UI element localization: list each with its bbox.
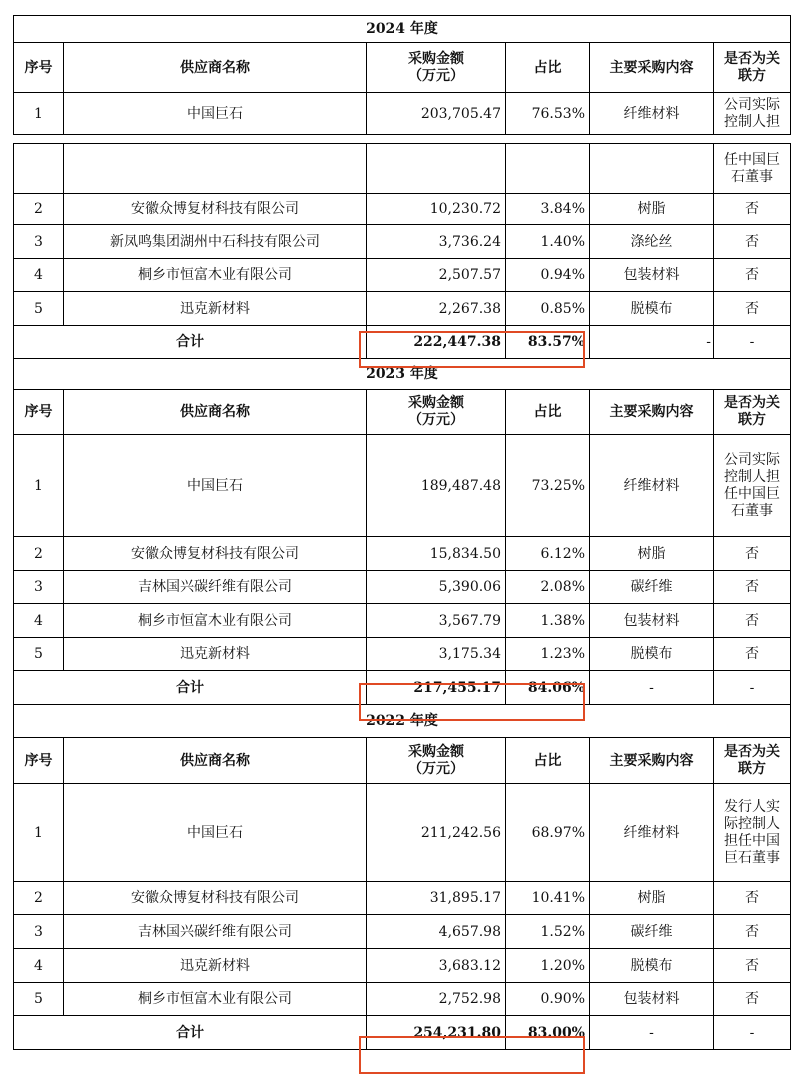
table-row <box>14 194 791 225</box>
row-amount: 211,242.56 <box>367 784 506 882</box>
row-related: 否 <box>714 638 791 671</box>
row-share: 73.25% <box>506 435 590 537</box>
row-share: 0.94% <box>506 259 590 292</box>
total-related: - <box>714 326 791 359</box>
header-amount: 采购金额 （万元） <box>367 390 506 435</box>
row-content: 包装材料 <box>590 604 714 638</box>
total-share: 83.57% <box>506 326 590 359</box>
table-row <box>14 915 791 949</box>
header-related: 是否为关 联方 <box>714 390 791 435</box>
row-related: 发行人实 际控制人 担任中国 巨石董事 <box>714 784 791 882</box>
row-related: 否 <box>714 292 791 326</box>
row-amount <box>367 144 506 194</box>
table-row <box>14 292 791 326</box>
total-amount: 254,231.80 <box>367 1016 506 1050</box>
total-content: - <box>590 1016 714 1050</box>
row-supplier: 中国巨石 <box>64 93 367 135</box>
row-content: 脱模布 <box>590 292 714 326</box>
row-supplier: 吉林国兴碳纤维有限公司 <box>64 571 367 604</box>
row-amount: 3,683.12 <box>367 949 506 983</box>
row-supplier: 新凤鸣集团湖州中石科技有限公司 <box>64 225 367 259</box>
header-supplier: 供应商名称 <box>64 43 367 93</box>
row-supplier: 吉林国兴碳纤维有限公司 <box>64 915 367 949</box>
header-index: 序号 <box>14 390 64 435</box>
total-row <box>14 671 791 705</box>
row-related: 否 <box>714 571 791 604</box>
row-content: 碳纤维 <box>590 571 714 604</box>
row-share: 6.12% <box>506 537 590 571</box>
table-row <box>14 983 791 1016</box>
row-index: 4 <box>14 949 64 983</box>
row-content: 包装材料 <box>590 983 714 1016</box>
row-amount: 31,895.17 <box>367 882 506 915</box>
year-title: 2024 年度 <box>14 16 791 43</box>
table-row <box>14 259 791 292</box>
table-row <box>14 537 791 571</box>
table-row <box>14 435 791 537</box>
row-share: 2.08% <box>506 571 590 604</box>
row-amount: 2,507.57 <box>367 259 506 292</box>
row-supplier: 桐乡市恒富木业有限公司 <box>64 983 367 1016</box>
row-related: 否 <box>714 194 791 225</box>
row-supplier: 中国巨石 <box>64 435 367 537</box>
header-supplier: 供应商名称 <box>64 390 367 435</box>
row-index: 2 <box>14 882 64 915</box>
header-index: 序号 <box>14 738 64 784</box>
row-supplier: 桐乡市恒富木业有限公司 <box>64 259 367 292</box>
row-content: 树脂 <box>590 882 714 915</box>
row-index: 5 <box>14 638 64 671</box>
row-amount: 4,657.98 <box>367 915 506 949</box>
row-index <box>14 144 64 194</box>
year-title: 2023 年度 <box>14 359 791 390</box>
supplier-table-part-1 <box>13 15 791 135</box>
row-amount: 2,267.38 <box>367 292 506 326</box>
row-amount: 189,487.48 <box>367 435 506 537</box>
header-related: 是否为关 联方 <box>714 738 791 784</box>
row-supplier: 中国巨石 <box>64 784 367 882</box>
row-amount: 3,567.79 <box>367 604 506 638</box>
row-amount: 3,175.34 <box>367 638 506 671</box>
row-supplier: 安徽众博复材科技有限公司 <box>64 537 367 571</box>
header-amount: 采购金额 （万元） <box>367 43 506 93</box>
row-index: 2 <box>14 537 64 571</box>
header-content: 主要采购内容 <box>590 43 714 93</box>
row-share: 3.84% <box>506 194 590 225</box>
total-related: - <box>714 671 791 705</box>
header-supplier: 供应商名称 <box>64 738 367 784</box>
row-related: 公司实际 控制人担 任中国巨 石董事 <box>714 435 791 537</box>
row-amount: 15,834.50 <box>367 537 506 571</box>
row-index: 3 <box>14 571 64 604</box>
row-share: 1.23% <box>506 638 590 671</box>
total-content: - <box>590 326 714 359</box>
row-content: 树脂 <box>590 194 714 225</box>
row-related: 公司实际 控制人担 <box>714 93 791 135</box>
header-content: 主要采购内容 <box>590 390 714 435</box>
total-amount: 217,455.17 <box>367 671 506 705</box>
row-index: 4 <box>14 259 64 292</box>
header-share: 占比 <box>506 43 590 93</box>
header-related: 是否为关 联方 <box>714 43 791 93</box>
total-content: - <box>590 671 714 705</box>
row-amount: 203,705.47 <box>367 93 506 135</box>
total-row <box>14 326 791 359</box>
table-row <box>14 604 791 638</box>
row-content: 纤维材料 <box>590 435 714 537</box>
row-index: 3 <box>14 915 64 949</box>
row-index: 5 <box>14 292 64 326</box>
row-supplier: 桐乡市恒富木业有限公司 <box>64 604 367 638</box>
row-amount: 3,736.24 <box>367 225 506 259</box>
total-related: - <box>714 1016 791 1050</box>
total-amount: 222,447.38 <box>367 326 506 359</box>
row-share: 1.40% <box>506 225 590 259</box>
row-index: 2 <box>14 194 64 225</box>
row-related: 否 <box>714 983 791 1016</box>
table-row <box>14 571 791 604</box>
row-related: 否 <box>714 604 791 638</box>
header-index: 序号 <box>14 43 64 93</box>
row-content: 纤维材料 <box>590 784 714 882</box>
row-content: 纤维材料 <box>590 93 714 135</box>
row-share: 76.53% <box>506 93 590 135</box>
row-supplier: 迅克新材料 <box>64 292 367 326</box>
row-content <box>590 144 714 194</box>
row-index: 3 <box>14 225 64 259</box>
row-supplier: 安徽众博复材科技有限公司 <box>64 882 367 915</box>
row-amount: 2,752.98 <box>367 983 506 1016</box>
table-row <box>14 784 791 882</box>
table-row <box>14 949 791 983</box>
row-index: 1 <box>14 784 64 882</box>
row-supplier: 安徽众博复材科技有限公司 <box>64 194 367 225</box>
row-supplier <box>64 144 367 194</box>
row-related: 任中国巨 石董事 <box>714 144 791 194</box>
supplier-table-part-2 <box>13 143 791 1050</box>
row-content: 脱模布 <box>590 949 714 983</box>
table-row <box>14 638 791 671</box>
row-related: 否 <box>714 537 791 571</box>
total-share: 83.00% <box>506 1016 590 1050</box>
total-row <box>14 1016 791 1050</box>
year-title: 2022 年度 <box>14 705 791 738</box>
row-amount: 10,230.72 <box>367 194 506 225</box>
table-row <box>14 225 791 259</box>
table-row <box>14 93 791 135</box>
row-index: 4 <box>14 604 64 638</box>
total-share: 84.06% <box>506 671 590 705</box>
row-related: 否 <box>714 259 791 292</box>
total-label: 合计 <box>14 1016 367 1050</box>
row-share: 68.97% <box>506 784 590 882</box>
row-content: 碳纤维 <box>590 915 714 949</box>
row-related: 否 <box>714 915 791 949</box>
row-share: 0.85% <box>506 292 590 326</box>
row-share: 1.52% <box>506 915 590 949</box>
row-content: 树脂 <box>590 537 714 571</box>
row-content: 脱模布 <box>590 638 714 671</box>
row-related: 否 <box>714 882 791 915</box>
row-supplier: 迅克新材料 <box>64 638 367 671</box>
row-index: 1 <box>14 93 64 135</box>
row-index: 5 <box>14 983 64 1016</box>
table-row <box>14 144 791 194</box>
total-label: 合计 <box>14 671 367 705</box>
row-amount: 5,390.06 <box>367 571 506 604</box>
row-share: 0.90% <box>506 983 590 1016</box>
header-share: 占比 <box>506 390 590 435</box>
header-share: 占比 <box>506 738 590 784</box>
row-share: 1.38% <box>506 604 590 638</box>
total-label: 合计 <box>14 326 367 359</box>
row-supplier: 迅克新材料 <box>64 949 367 983</box>
row-index: 1 <box>14 435 64 537</box>
row-share <box>506 144 590 194</box>
row-related: 否 <box>714 225 791 259</box>
row-content: 涤纶丝 <box>590 225 714 259</box>
header-amount: 采购金额 （万元） <box>367 738 506 784</box>
row-related: 否 <box>714 949 791 983</box>
header-content: 主要采购内容 <box>590 738 714 784</box>
row-share: 1.20% <box>506 949 590 983</box>
row-share: 10.41% <box>506 882 590 915</box>
table-row <box>14 882 791 915</box>
row-content: 包装材料 <box>590 259 714 292</box>
